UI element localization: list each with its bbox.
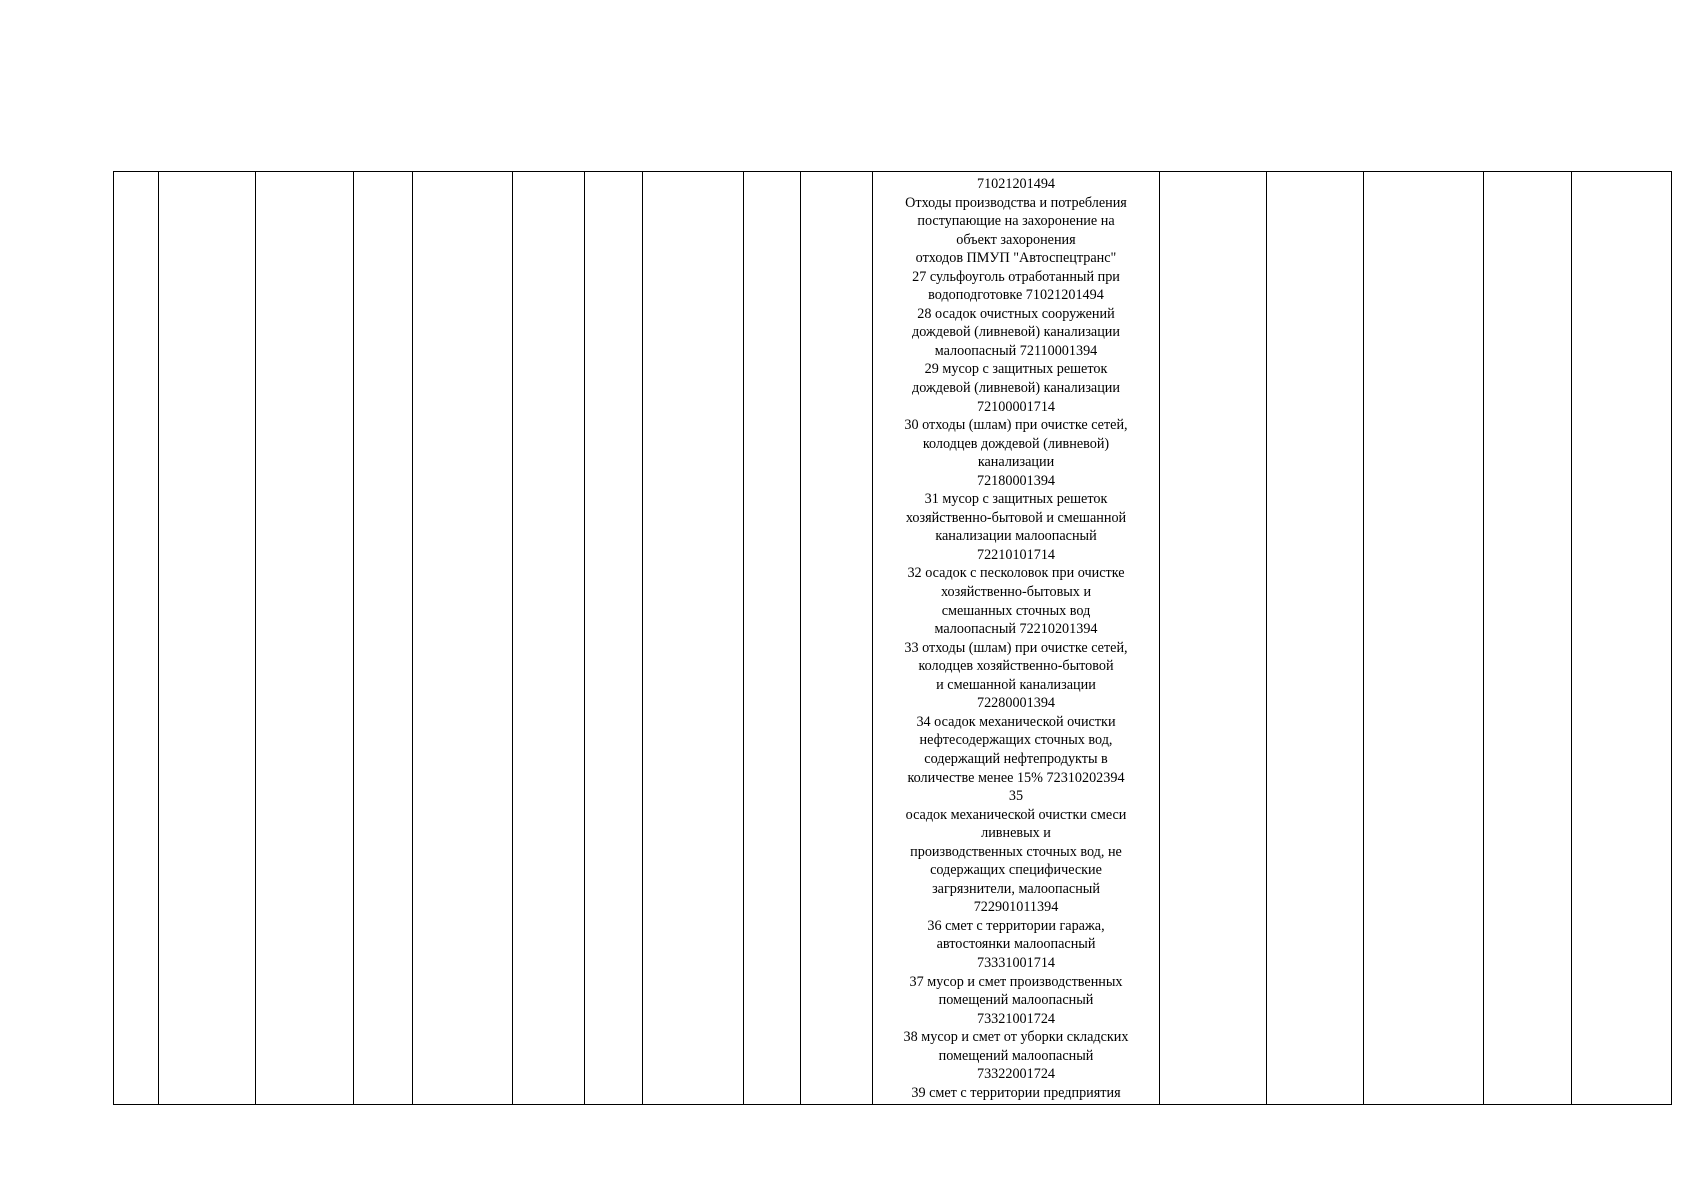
waste-list-line: смешанных сточных вод	[941, 602, 1091, 619]
waste-list-line: 73322001724	[976, 1066, 1056, 1083]
waste-list-line: 39 смет с территории предприятия	[911, 1084, 1121, 1101]
waste-list-line: производственных сточных вод, не	[910, 843, 1122, 860]
table-cell-13	[1267, 172, 1364, 1105]
waste-list-line: 36 смет с территории гаража,	[927, 917, 1105, 934]
waste-list-line: 30 отходы (шлам) при очистке сетей,	[904, 417, 1128, 434]
waste-list-line: 72280001394	[976, 695, 1056, 712]
waste-list-line: 27 сульфоуголь отработанный при	[912, 268, 1120, 285]
table-cell-5	[413, 172, 513, 1105]
waste-list-line: поступающие на захоронение на	[917, 213, 1115, 230]
waste-list-line: количестве менее 15% 72310202394	[907, 769, 1125, 786]
table-cell-15	[1484, 172, 1572, 1105]
waste-list-line: загрязнители, малоопасный	[932, 880, 1100, 897]
waste-list-line: отходов ПМУП "Автоспецтранс"	[915, 250, 1117, 267]
waste-list-line: нефтесодержащих сточных вод,	[919, 732, 1113, 749]
table-cell-1	[114, 172, 159, 1105]
waste-list-line: 722901011394	[973, 899, 1059, 916]
table-cell-9	[744, 172, 801, 1105]
table-cell-4	[354, 172, 413, 1105]
waste-list-line: осадок механической очистки смеси	[905, 806, 1127, 823]
waste-list-line: 37 мусор и смет производственных	[909, 973, 1123, 990]
waste-list-line: дождевой (ливневой) канализации	[912, 380, 1120, 397]
waste-list-line: помещений малоопасный	[938, 992, 1094, 1009]
waste-list-cell	[873, 172, 1160, 1105]
waste-list-line: 73331001714	[976, 954, 1056, 971]
waste-list-line: 34 осадок механической очистки	[916, 713, 1116, 730]
waste-list-line: канализации	[977, 454, 1055, 471]
table-cell-7	[585, 172, 643, 1105]
table-cell-14	[1364, 172, 1484, 1105]
waste-register-table	[113, 171, 1672, 1105]
waste-list-line: Отходы производства и потребления	[905, 194, 1127, 211]
waste-list-line: 28 осадок очистных сооружений	[917, 305, 1115, 322]
waste-list-line: колодцев дождевой (ливневой)	[922, 435, 1110, 452]
table-cell-8	[643, 172, 744, 1105]
waste-list-line: содержащий нефтепродукты в	[924, 750, 1108, 767]
waste-list-line: хозяйственно-бытовых и	[940, 584, 1092, 601]
waste-list-line: ливневых и	[981, 825, 1051, 842]
waste-list-line: 73321001724	[976, 1010, 1056, 1027]
waste-list-line: 29 мусор с защитных решеток	[924, 361, 1108, 378]
waste-list-line: колодцев хозяйственно-бытовой	[918, 658, 1114, 675]
waste-list-line: хозяйственно-бытовой и смешанной	[905, 509, 1127, 526]
waste-list-line: и смешанной канализации	[936, 676, 1096, 693]
waste-list-line: малоопасный 72210201394	[934, 621, 1098, 638]
table-cell-12	[1160, 172, 1267, 1105]
table-cell-6	[513, 172, 585, 1105]
waste-list-line: 38 мусор и смет от уборки складских	[903, 1029, 1129, 1046]
waste-list-line: 72100001714	[976, 398, 1056, 415]
waste-list-line: водоподготовке 71021201494	[928, 287, 1104, 304]
table-cell-3	[256, 172, 354, 1105]
waste-list-line: 72210101714	[976, 546, 1056, 563]
waste-list-line: дождевой (ливневой) канализации	[912, 324, 1120, 341]
waste-list-line: содержащих специфические	[930, 862, 1102, 879]
table-cell-10	[801, 172, 873, 1105]
waste-list-text	[873, 172, 1159, 1102]
waste-list-line: 35	[1008, 788, 1024, 805]
waste-list-line: канализации малоопасный	[935, 528, 1097, 545]
waste-list-line: малоопасный 72110001394	[934, 342, 1098, 359]
waste-list-line: объект захоронения	[956, 231, 1076, 248]
waste-list-line: 71021201494	[976, 176, 1056, 192]
waste-list-line: 33 отходы (шлам) при очистке сетей,	[904, 639, 1128, 656]
table-cell-2	[159, 172, 256, 1105]
waste-list-line: автостоянки малоопасный	[936, 936, 1096, 953]
waste-list-line: 72180001394	[976, 472, 1056, 489]
table-cell-16	[1572, 172, 1672, 1105]
table-row	[114, 172, 1672, 1105]
waste-list-line: 31 мусор с защитных решеток	[924, 491, 1108, 508]
waste-list-line: помещений малоопасный	[938, 1047, 1094, 1064]
waste-list-line: 32 осадок с песколовок при очистке	[907, 565, 1125, 582]
